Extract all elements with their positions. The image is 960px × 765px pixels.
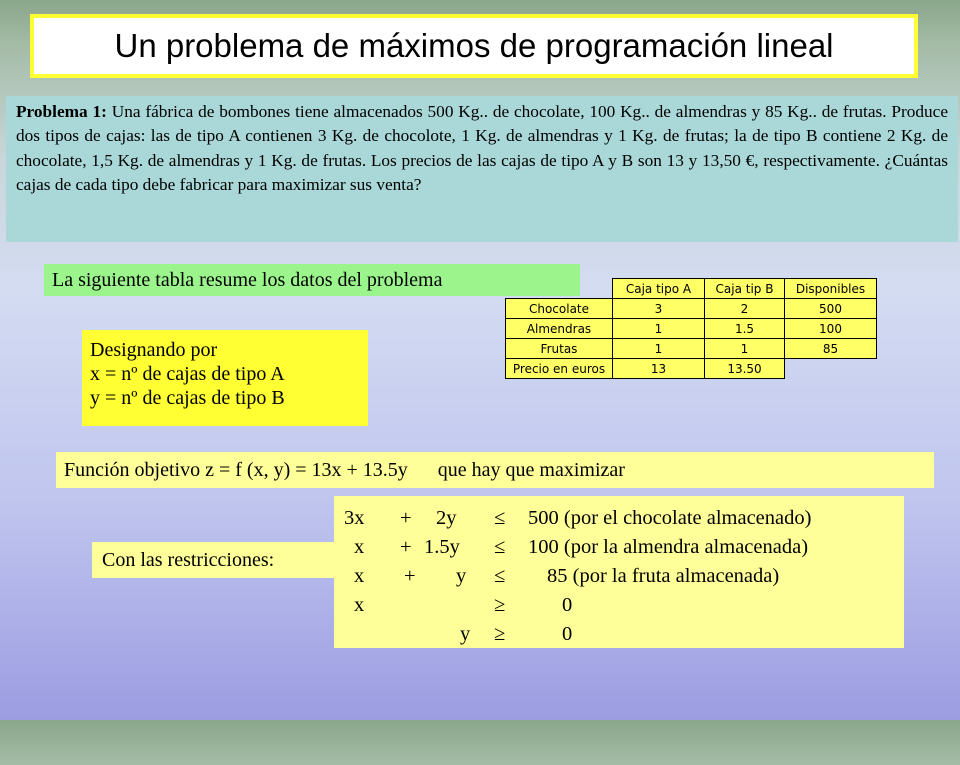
restriction-rhs: 0 — [562, 623, 573, 645]
problem-label: Problema 1: — [16, 102, 107, 121]
table-cell: 500 — [785, 299, 877, 319]
definition-x: x = nº de cajas de tipo A — [90, 363, 285, 385]
restriction-rhs: 85 (por la fruta almacenada) — [547, 565, 780, 587]
variable-definitions — [82, 330, 368, 426]
table-cell: 3 — [613, 299, 705, 319]
restriction-operator: ≤ — [494, 536, 506, 558]
table-header: Caja tipo A — [613, 279, 705, 299]
table-cell: 13 — [613, 359, 705, 379]
table-cell: 1.5 — [705, 319, 785, 339]
restriction-plus: + — [404, 565, 416, 587]
restriction-plus: + — [400, 536, 412, 558]
data-table — [505, 278, 877, 379]
title-frame — [30, 14, 918, 78]
restriction-operator: ≤ — [494, 565, 506, 587]
table-cell: 2 — [705, 299, 785, 319]
restriction-lhs-b: 2y — [436, 507, 457, 529]
objective-function: Función objetivo z = f (x, y) = 13x + 13.5y que hay que maximizar — [56, 452, 934, 488]
restriction-operator: ≥ — [494, 623, 506, 645]
table-row — [506, 299, 877, 319]
row-header: Precio en euros — [506, 359, 613, 379]
table-header: Disponibles — [785, 279, 877, 299]
restriction-lhs-a: x — [354, 565, 365, 587]
restriction-lhs-b: y — [456, 565, 467, 587]
table-row — [506, 359, 877, 379]
table-cell: 1 — [613, 319, 705, 339]
restriction-rhs: 0 — [562, 594, 573, 616]
table-row — [506, 339, 877, 359]
table-corner — [506, 279, 613, 299]
restrictions-box — [334, 496, 904, 648]
row-header: Almendras — [506, 319, 613, 339]
restriction-line — [344, 562, 904, 591]
table-cell-empty — [785, 359, 877, 379]
table-cell: 100 — [785, 319, 877, 339]
restriction-rhs: 100 (por la almendra almacenada) — [528, 536, 809, 558]
slide-title: Un problema de máximos de programación lineal — [34, 18, 914, 74]
table-cell: 85 — [785, 339, 877, 359]
restriction-rhs: 500 (por el chocolate almacenado) — [528, 507, 812, 529]
table-summary-label: La siguiente tabla resume los datos del problema — [44, 264, 580, 296]
restrictions-label: Con las restricciones: — [92, 542, 336, 578]
restriction-line — [344, 533, 904, 562]
restriction-plus: + — [400, 507, 412, 529]
definition-heading: Designando por — [90, 339, 218, 361]
restriction-lhs-a: x — [354, 536, 365, 558]
table-header-row — [506, 279, 877, 299]
table-row — [506, 319, 877, 339]
restriction-line — [344, 591, 904, 620]
restriction-lhs-a: x — [354, 594, 365, 616]
restriction-operator: ≥ — [494, 594, 506, 616]
restriction-line — [344, 504, 904, 533]
table-cell: 1 — [613, 339, 705, 359]
table-header: Caja tip B — [705, 279, 785, 299]
problem-text: Una fábrica de bombones tiene almacenados 500 Kg.. de chocolate, 100 Kg.. de almendras y 85 Kg.. de frutas. Produce dos tipos de cajas: las de tipo A contienen 3 Kg. de chocolote, 1 Kg. de almendras y 1 Kg. de frutas; la de tipo B contiene 2 Kg. de chocolate, 1,5 Kg. de almendras y 1 Kg. de frutas. Los precios de las cajas de tipo A y B son 13 y 13,50 €, respectivamente. ¿Cuántas cajas de cada tipo debe fabricar para maximizar sus venta? — [16, 102, 948, 195]
restriction-line — [344, 620, 904, 649]
table-cell: 13.50 — [705, 359, 785, 379]
restriction-lhs-a: 3x — [344, 507, 365, 529]
restriction-lhs-b: y — [460, 623, 471, 645]
row-header: Chocolate — [506, 299, 613, 319]
row-header: Frutas — [506, 339, 613, 359]
problem-statement — [6, 96, 958, 242]
restriction-lhs-b: 1.5y — [424, 536, 460, 558]
definition-y: y = nº de cajas de tipo B — [90, 387, 285, 409]
restriction-operator: ≤ — [494, 507, 506, 529]
table-cell: 1 — [705, 339, 785, 359]
